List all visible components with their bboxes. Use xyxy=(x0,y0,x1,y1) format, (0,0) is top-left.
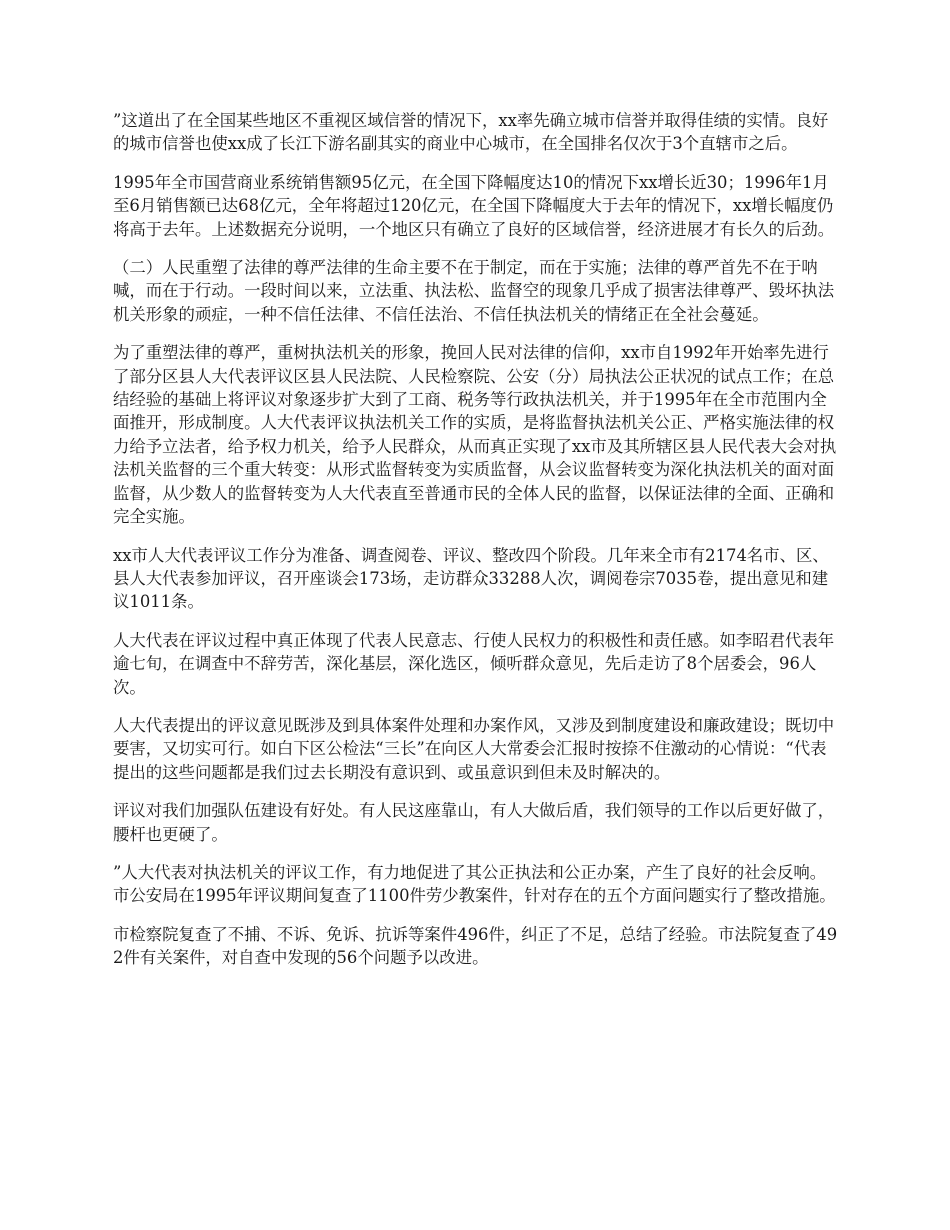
paragraph-8: 评议对我们加强队伍建设有好处。有人民这座靠山，有人大做后盾，我们领导的工作以后更好做了，腰杆也更硬了。 xyxy=(113,801,835,844)
paragraph-7: 人大代表提出的评议意见既涉及到具体案件处理和办案作风，又涉及到制度建设和廉政建设；既切中要害，又切实可行。如白下区公检法“三长”在向区人大常委会汇报时按捺不住激动的心情说：“代表提出的这些问题都是我们过去长期没有意识到、或虽意识到但未及时解决的。 xyxy=(113,715,835,782)
paragraph-9: ”人大代表对执法机关的评议工作，有力地促进了其公正执法和公正办案，产生了良好的社会反响。市公安局在1995年评议期间复查了1100件劳少教案件，针对存在的五个方面问题实行了整改措施。 xyxy=(113,862,836,906)
paragraph-4: 为了重塑法律的尊严，重树执法机关的形象，挽回人民对法律的信仰，xx市自1992年开始率先进行了部分区县人大代表评议区县人民法院、人民检察院、公安（分）局执法公正状况的试点工作；在总结经验的基础上将评议对象逐步扩大到了工商、税务等行政执法机关，并于1995年在全市范围内全面推开，形成制度。人大代表评议执法机关工作的实质，是将监督执法机关公正、严格实施法律的权力给予立法者，给予权力机关，给予人民群众，从而真正实现了xx市及其所辖区县人民代表大会对执法机关监督的三个重大转变：从形式监督转变为实质监督，从会议监督转变为深化执法机关的面对面监督，从少数人的监督转变为人大代表直至普通市民的全体人民的监督，以保证法律的全面、正确和完全实施。 xyxy=(113,343,837,527)
paragraph-3: （二）人民重塑了法律的尊严法律的生命主要不在于制定，而在于实施；法律的尊严首先不在于呐喊，而在于行动。一段时间以来，立法重、执法松、监督空的现象几乎成了损害法律尊严、毁坏执法机关形象的顽症，一种不信任法律、不信任法治、不信任执法机关的情绪正在全社会蔓延。 xyxy=(113,258,835,324)
paragraph-1: ”这道出了在全国某些地区不重视区域信誉的情况下，xx率先确立城市信誉并取得佳绩的实情。良好的城市信誉也使xx成了长江下游名副其实的商业中心城市，在全国排名仅次于3个直辖市之后。 xyxy=(113,111,829,154)
document-body xyxy=(113,109,841,985)
paragraph-2: 1995年全市国营商业系统销售额95亿元，在全国下降幅度达10的情况下xx增长近30；1996年1月至6月销售额已达68亿元，全年将超过120亿元，在全国下降幅度大于去年的情况下，xx增长幅度仍将高于去年。上述数据充分说明，一个地区只有确立了良好的区域信誉，经济进展才有长久的后劲。 xyxy=(113,172,835,239)
paragraph-6: 人大代表在评议过程中真正体现了代表人民意志、行使人民权力的积极性和责任感。如李昭君代表年逾七旬，在调查中不辞劳苦，深化基层，深化选区，倾听群众意见，先后走访了8个居委会，96人次。 xyxy=(113,630,835,697)
paragraph-10: 市检察院复查了不捕、不诉、免诉、抗诉等案件496件，纠正了不足，总结了经验。市法院复查了492件有关案件，对自查中发现的56个问题予以改进。 xyxy=(113,924,838,968)
paragraph-5: xx市人大代表评议工作分为准备、调查阅卷、评议、整改四个阶段。几年来全市有2174名市、区、县人大代表参加评议，召开座谈会173场，走访群众33288人次，调阅卷宗7035卷，提出意见和建议1011条。 xyxy=(113,545,829,612)
